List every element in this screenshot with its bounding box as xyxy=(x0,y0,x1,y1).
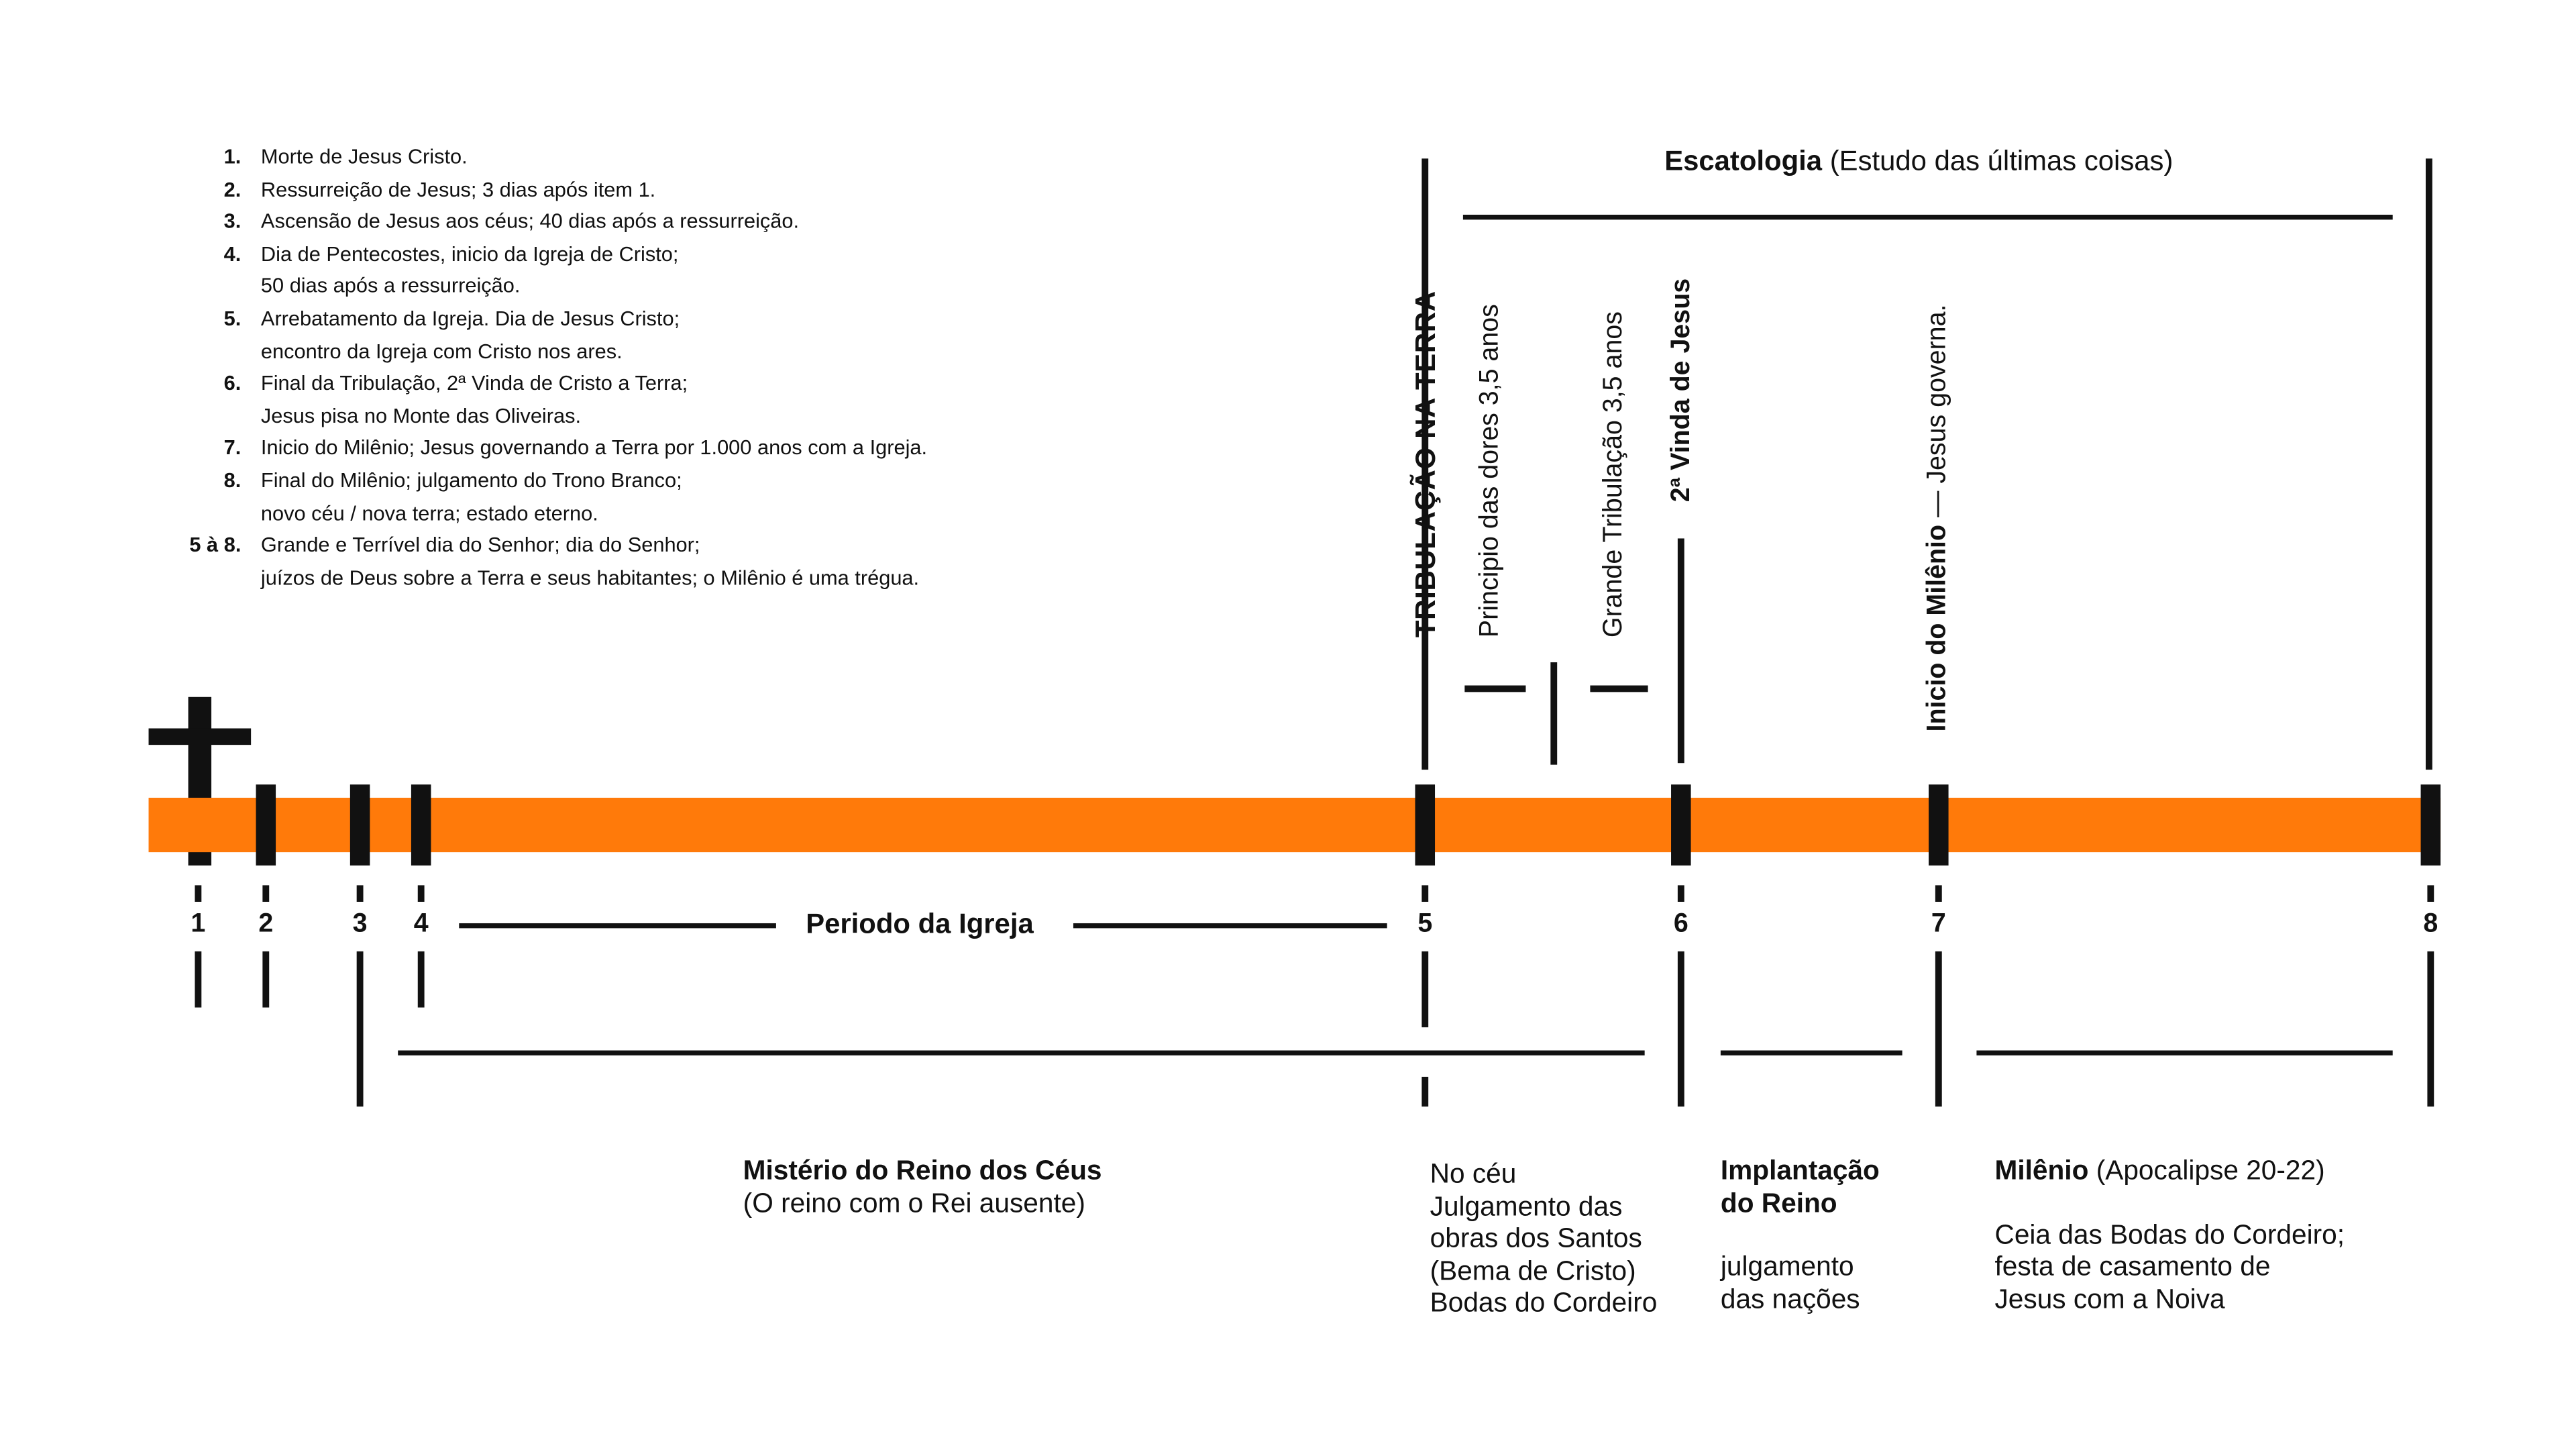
legend-item-5-8-cont: juízos de Deus sobre a Terra e seus habitantes; o Milênio é uma trégua. xyxy=(260,566,920,590)
number-7: 7 xyxy=(1931,910,1946,939)
number-1: 1 xyxy=(191,910,206,939)
dash-1a xyxy=(195,885,201,902)
dash-5b xyxy=(1421,951,1428,1027)
escatologia-title: Escatologia (Estudo das últimas coisas) xyxy=(1664,145,2174,177)
number-4: 4 xyxy=(413,910,429,939)
tribulacao-label: TRIBULAÇÃO NA TERRA xyxy=(1410,291,1442,638)
milenio-bracket xyxy=(1976,1051,2392,1055)
tick-4 xyxy=(411,784,431,866)
dash-2b xyxy=(262,951,269,1008)
legend-item-7: 7. Inicio do Milênio; Jesus governando a Terra por 1.000 anos com a Igreja. xyxy=(223,435,928,460)
midpoint-mark xyxy=(1550,662,1557,765)
periodo-igreja-label: Periodo da Igreja xyxy=(806,908,1034,940)
number-8: 8 xyxy=(2423,910,2438,939)
legend-item-4: 4. Dia de Pentecostes, inicio da Igreja de Cristo; xyxy=(223,242,679,266)
grande-tribulacao-label: Grande Tribulação 3,5 anos xyxy=(1600,311,1629,638)
inicio-milenio-label: Inicio do Milênio — Jesus governa. xyxy=(1923,304,1952,732)
implantacao-bracket xyxy=(1721,1051,1902,1055)
legend-item-2: 2. Ressurreição de Jesus; 3 dias após item 1. xyxy=(223,178,656,202)
implantacao-note: Implantação do Reino julgamento das nações xyxy=(1720,1156,1880,1314)
number-3: 3 xyxy=(352,910,368,939)
dash-2a xyxy=(262,885,269,902)
tick-2 xyxy=(256,784,276,866)
dash-7a xyxy=(1935,885,1942,902)
legend-item-5-8: 5 à 8. Grande e Terrível dia do Senhor; dia do Senhor; xyxy=(189,533,700,557)
dash-8b xyxy=(2427,951,2434,1106)
number-2: 2 xyxy=(258,910,274,939)
dash-7b xyxy=(1935,951,1942,1106)
milenio-note: Milênio (Apocalipse 20-22) Ceia das Bodas do Cordeiro; festa de casamento de Jesus com a Noiva xyxy=(1994,1156,2345,1314)
dash-1b xyxy=(195,951,201,1008)
legend-item-5-cont: encontro da Igreja com Cristo nos ares. xyxy=(260,340,623,364)
dash-4b xyxy=(418,951,425,1008)
misterio-note: Mistério do Reino dos Céus (O reino com o Rei ausente) xyxy=(743,1156,1102,1219)
dash-4a xyxy=(418,885,425,902)
grande-mark xyxy=(1590,686,1648,692)
legend-item-8: 8. Final do Milênio; julgamento do Trono Branco; xyxy=(223,469,682,493)
periodo-line-right xyxy=(1073,923,1387,928)
periodo-line-left xyxy=(459,923,776,928)
legend-item-6: 6. Final da Tribulação, 2ª Vinda de Cristo a Terra; xyxy=(223,371,688,395)
divider-6-top xyxy=(1678,538,1684,763)
legend-item-1: 1. Morte de Jesus Cristo. xyxy=(223,145,468,169)
legend-item-4-cont: 50 dias após a ressurreição. xyxy=(260,274,521,298)
dash-5a xyxy=(1421,885,1428,902)
dash-6b xyxy=(1678,951,1684,1106)
ceu-note: No céu Julgamento das obras dos Santos (Bema de Cristo) Bodas do Cordeiro xyxy=(1430,1159,1658,1318)
tick-6 xyxy=(1671,784,1691,866)
dash-8a xyxy=(2427,885,2434,902)
tick-5 xyxy=(1415,784,1436,866)
number-6: 6 xyxy=(1673,910,1688,939)
segunda-vinda-label: 2ª Vinda de Jesus xyxy=(1668,278,1696,503)
legend-item-3: 3. Ascensão de Jesus aos céus; 40 dias após a ressurreição. xyxy=(223,209,800,234)
number-5: 5 xyxy=(1417,910,1433,939)
tick-3 xyxy=(350,784,370,866)
dash-3b xyxy=(357,951,364,1106)
legend-item-8-cont: novo céu / nova terra; estado eterno. xyxy=(260,502,598,525)
tick-8 xyxy=(2421,784,2441,866)
dash-5c xyxy=(1421,1077,1428,1106)
timeline-bar xyxy=(149,798,2441,852)
dores-mark xyxy=(1464,686,1525,692)
principio-dores-label: Principio das dores 3,5 anos xyxy=(1476,304,1505,638)
dash-3a xyxy=(357,885,364,902)
legend-item-6-cont: Jesus pisa no Monte das Oliveiras. xyxy=(260,405,582,428)
dash-6a xyxy=(1678,885,1684,902)
cross-arm xyxy=(149,729,252,745)
tick-7 xyxy=(1929,784,1949,866)
legend-item-5: 5. Arrebatamento da Igreja. Dia de Jesus Cristo; xyxy=(223,307,680,331)
divider-8-top xyxy=(2426,158,2432,770)
escatologia-bracket xyxy=(1463,215,2393,219)
misterio-bracket xyxy=(398,1051,1644,1055)
